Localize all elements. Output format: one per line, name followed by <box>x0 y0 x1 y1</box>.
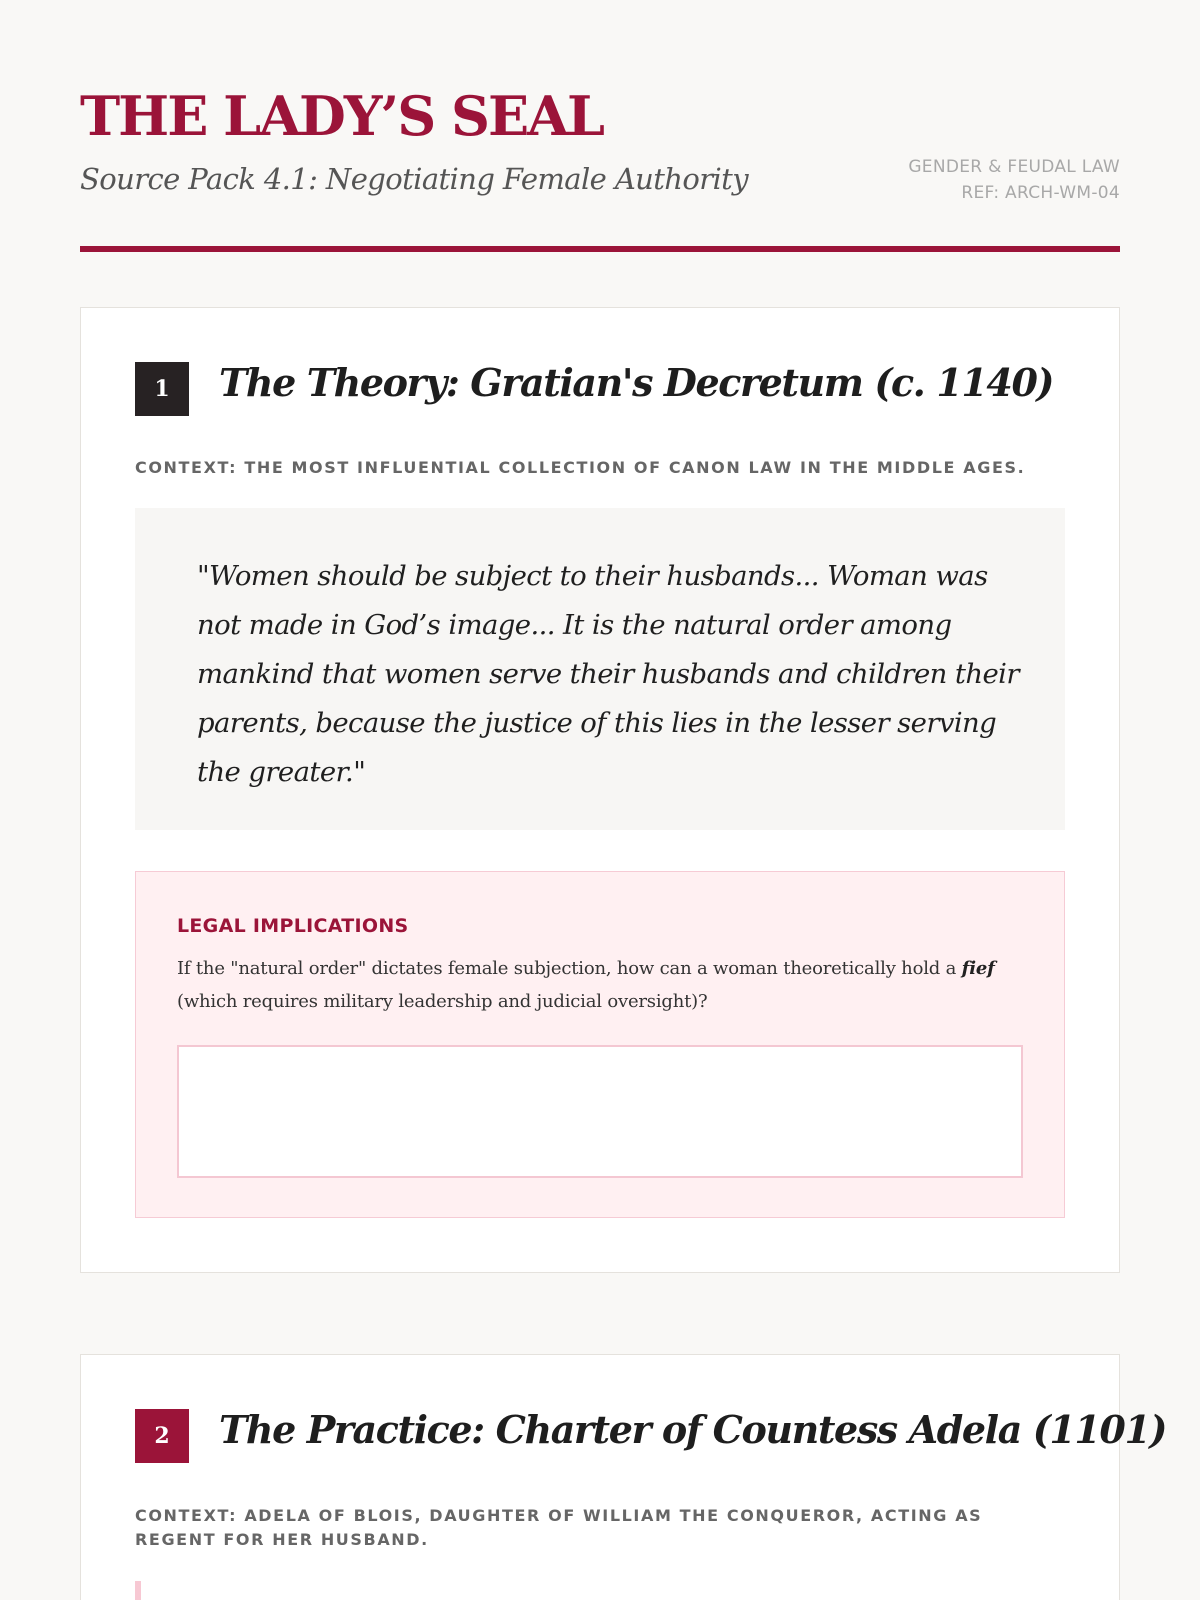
source-title: The Theory: Gratian's Decretum (c. 1140) <box>219 360 1054 405</box>
question-emphasis: fief <box>961 958 995 979</box>
legal-implications-panel <box>135 871 1065 1218</box>
source-title: The Practice: Charter of Countess Adela (1101) <box>219 1407 1167 1452</box>
answer-textarea[interactable] <box>177 1045 1023 1178</box>
quote-accent-bar <box>135 1581 141 1600</box>
question-text-before: If the "natural order" dictates female subjection, how can a woman theoretically hold a <box>177 958 962 979</box>
reference-meta <box>908 154 1120 206</box>
source-number-badge: 2 <box>135 1409 189 1463</box>
implications-question <box>177 952 1017 1018</box>
source-number-badge: 1 <box>135 362 189 416</box>
page <box>80 0 1167 1549</box>
meta-topic: GENDER & FEUDAL LAW <box>908 157 1120 177</box>
question-text-after: (which requires military leadership and judicial oversight)? <box>177 991 708 1012</box>
header-divider <box>80 246 1120 252</box>
page-header <box>80 0 1120 252</box>
source-context: CONTEXT: ADELA OF BLOIS, DAUGHTER OF WILLIAM THE CONQUEROR, ACTING AS REGENT FOR HER HUSBAND. <box>135 1506 983 1549</box>
page-subtitle: Source Pack 4.1: Negotiating Female Authority <box>80 162 749 196</box>
implications-label: LEGAL IMPLICATIONS <box>177 915 409 937</box>
source-quote <box>135 508 1065 830</box>
meta-ref: REF: ARCH-WM-04 <box>961 183 1120 203</box>
source-card-2 <box>80 1354 1167 1600</box>
source-context: CONTEXT: THE MOST INFLUENTIAL COLLECTION OF CANON LAW IN THE MIDDLE AGES. <box>135 458 1026 477</box>
quote-text: "Women should be subject to their husbands... Woman was not made in God’s image... It is the natural order among mankind that women serve their husbands and children their parents, because the justice of this lies in the lesser serving the greater." <box>197 560 1019 788</box>
page-title: THE LADY’S SEAL <box>80 84 604 148</box>
source-card-1 <box>80 307 1120 1273</box>
